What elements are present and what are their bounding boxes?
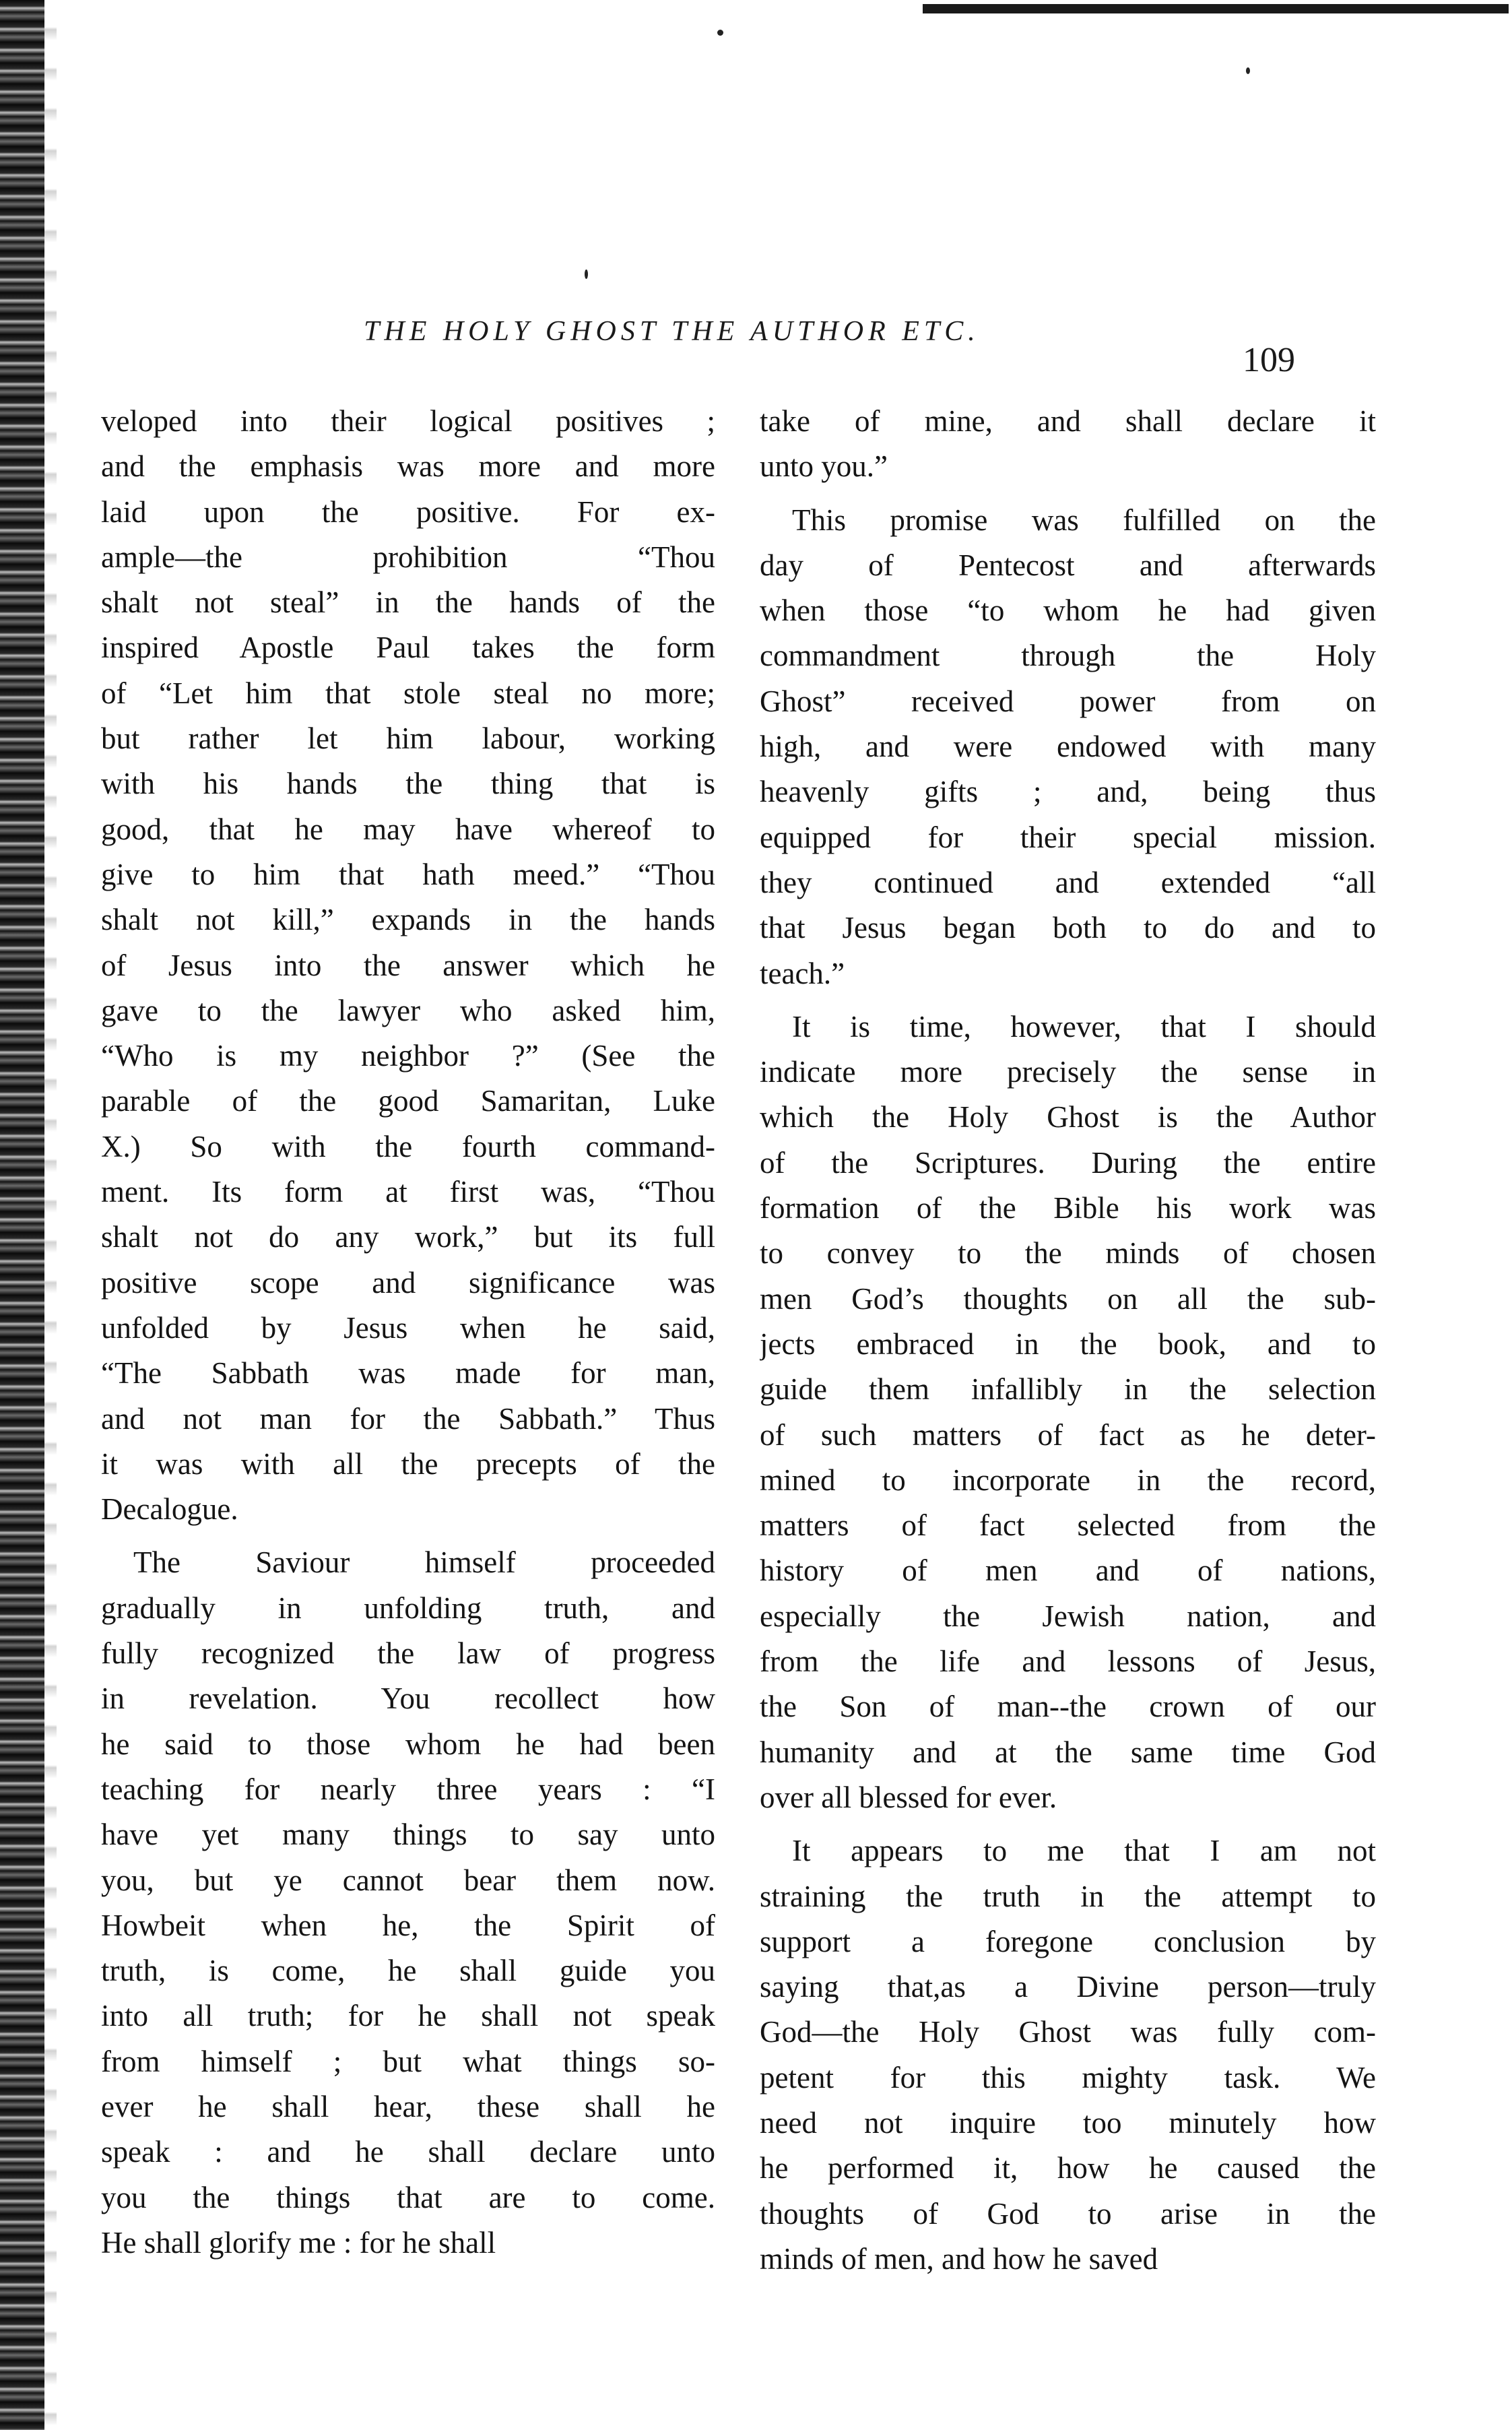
text-line: matters of fact selected from the <box>760 1508 1376 1543</box>
text-line: he said to those whom he had been <box>101 1727 715 1761</box>
text-line: especially the Jewish nation, and <box>760 1599 1376 1633</box>
text-line: they continued and extended “all <box>760 865 1376 899</box>
text-line: and the emphasis was more and more <box>101 449 715 484</box>
scan-speck <box>585 269 588 279</box>
text-line: to convey to the minds of chosen <box>760 1236 1376 1271</box>
text-line: Decalogue. <box>101 1492 238 1527</box>
text-line: need not inquire too minutely how <box>760 2105 1376 2140</box>
text-line: unfolded by Jesus when he said, <box>101 1310 715 1345</box>
text-line: equipped for their special mission. <box>760 820 1376 854</box>
text-line: ment. Its form at first was, “Thou <box>101 1175 715 1209</box>
text-line: X.) So with the fourth command- <box>101 1129 715 1163</box>
paragraph <box>760 1004 1376 1820</box>
text-line: over all blessed for ever. <box>760 1780 1057 1814</box>
text-line: support a foregone conclusion by <box>760 1924 1376 1958</box>
text-line: of the Scriptures. During the entire <box>760 1145 1376 1180</box>
text-line: when those “to whom he had given <box>760 594 1376 628</box>
text-line: straining the truth in the attempt to <box>760 1879 1376 1913</box>
text-line: God—the Holy Ghost was fully com- <box>760 2015 1376 2049</box>
text-line: thoughts of God to arise in the <box>760 2196 1376 2231</box>
text-line: commandment through the Holy <box>760 639 1376 673</box>
text-line: The Saviour himself proceeded <box>133 1545 715 1580</box>
text-line: into all truth; for he shall not speak <box>101 1999 715 2033</box>
text-line: formation of the Bible his work was <box>760 1191 1376 1225</box>
text-line: “Who is my neighbor ?” (See the <box>101 1039 715 1073</box>
text-line: truth, is come, he shall guide you <box>101 1954 715 1988</box>
text-line: men God’s thoughts on all the sub- <box>760 1281 1376 1316</box>
text-line: that Jesus began both to do and to <box>760 911 1376 945</box>
text-line: but rather let him labour, working <box>101 722 715 756</box>
text-line: teaching for nearly three years : “I <box>101 1772 715 1806</box>
text-line: petent for this mighty task. We <box>760 2060 1376 2095</box>
top-scan-rule <box>923 4 1509 13</box>
text-line: It appears to me that I am not <box>792 1834 1376 1868</box>
text-line: speak : and he shall declare unto <box>101 2135 715 2169</box>
text-line: give to him that hath meed.” “Thou <box>101 857 715 891</box>
text-line: shalt not steal” in the hands of the <box>101 585 715 620</box>
text-line: Howbeit when he, the Spirit of <box>101 1908 715 1942</box>
text-line: veloped into their logical positives ; <box>101 404 715 438</box>
text-line: Ghost” received power from on <box>760 684 1376 718</box>
text-line: it was with all the precepts of the <box>101 1446 715 1481</box>
text-line: indicate more precisely the sense in <box>760 1055 1376 1089</box>
text-line: fully recognized the law of progress <box>101 1636 715 1671</box>
text-line: mined to incorporate in the record, <box>760 1463 1376 1497</box>
left-text-column <box>101 399 715 2266</box>
text-line: good, that he may have whereof to <box>101 812 715 846</box>
text-line: in revelation. You recollect how <box>101 1682 715 1716</box>
running-title: THE HOLY GHOST THE AUTHOR ETC. <box>364 316 980 347</box>
text-line: of Jesus into the answer which he <box>101 948 715 982</box>
text-line: high, and were endowed with many <box>760 730 1376 764</box>
text-line: from himself ; but what things so- <box>101 2044 715 2078</box>
paragraph <box>760 1828 1376 2282</box>
text-line: minds of men, and how he saved <box>760 2241 1158 2276</box>
scanned-spine-edge <box>0 0 44 2430</box>
text-line: saying that,as a Divine person—truly <box>760 1970 1376 2004</box>
text-line: unto you.” <box>760 449 888 484</box>
paragraph <box>101 399 715 1532</box>
text-line: day of Pentecost and afterwards <box>760 548 1376 582</box>
text-line: guide them infallibly in the selection <box>760 1372 1376 1407</box>
text-line: parable of the good Samaritan, Luke <box>101 1084 715 1118</box>
text-line: teach.” <box>760 956 845 990</box>
paragraph <box>760 498 1376 996</box>
scan-speck <box>717 30 723 36</box>
text-line: gave to the lawyer who asked him, <box>101 993 715 1027</box>
text-line: of such matters of fact as he deter- <box>760 1417 1376 1452</box>
text-line: positive scope and significance was <box>101 1265 715 1300</box>
text-line: It is time, however, that I should <box>792 1009 1376 1044</box>
text-line: gradually in unfolding truth, and <box>101 1591 715 1625</box>
text-line: ever he shall hear, these shall he <box>101 2089 715 2123</box>
text-line: you, but ye cannot bear them now. <box>101 1863 715 1897</box>
text-line: which the Holy Ghost is the Author <box>760 1100 1376 1134</box>
text-line: ample—the prohibition “Thou <box>101 540 715 574</box>
text-line: history of men and of nations, <box>760 1554 1376 1588</box>
text-line: the Son of man--the crown of our <box>760 1690 1376 1724</box>
text-line: This promise was fulfilled on the <box>792 503 1376 537</box>
text-line: with his hands the thing that is <box>101 767 715 801</box>
text-line: you the things that are to come. <box>101 2180 715 2214</box>
text-line: “The Sabbath was made for man, <box>101 1356 715 1390</box>
text-line: humanity and at the same time God <box>760 1735 1376 1769</box>
text-line: inspired Apostle Paul takes the form <box>101 631 715 665</box>
text-line: shalt not do any work,” but its full <box>101 1220 715 1254</box>
right-text-column <box>760 399 1376 2282</box>
spine-shadow <box>44 0 57 2430</box>
text-line: of “Let him that stole steal no more; <box>101 676 715 710</box>
text-line: laid upon the positive. For ex- <box>101 494 715 529</box>
page-number: 109 <box>1243 341 1295 379</box>
scan-speck <box>1246 67 1250 74</box>
text-line: he performed it, how he caused the <box>760 2151 1376 2185</box>
text-line: He shall glorify me : for he shall <box>101 2225 496 2260</box>
paragraph <box>101 1540 715 2266</box>
text-line: take of mine, and shall declare it <box>760 404 1376 438</box>
text-line: shalt not kill,” expands in the hands <box>101 903 715 937</box>
text-line: jects embraced in the book, and to <box>760 1326 1376 1361</box>
text-line: from the life and lessons of Jesus, <box>760 1644 1376 1679</box>
paragraph <box>760 399 1376 490</box>
text-line: heavenly gifts ; and, being thus <box>760 775 1376 809</box>
text-line: have yet many things to say unto <box>101 1818 715 1852</box>
text-line: and not man for the Sabbath.” Thus <box>101 1401 715 1436</box>
